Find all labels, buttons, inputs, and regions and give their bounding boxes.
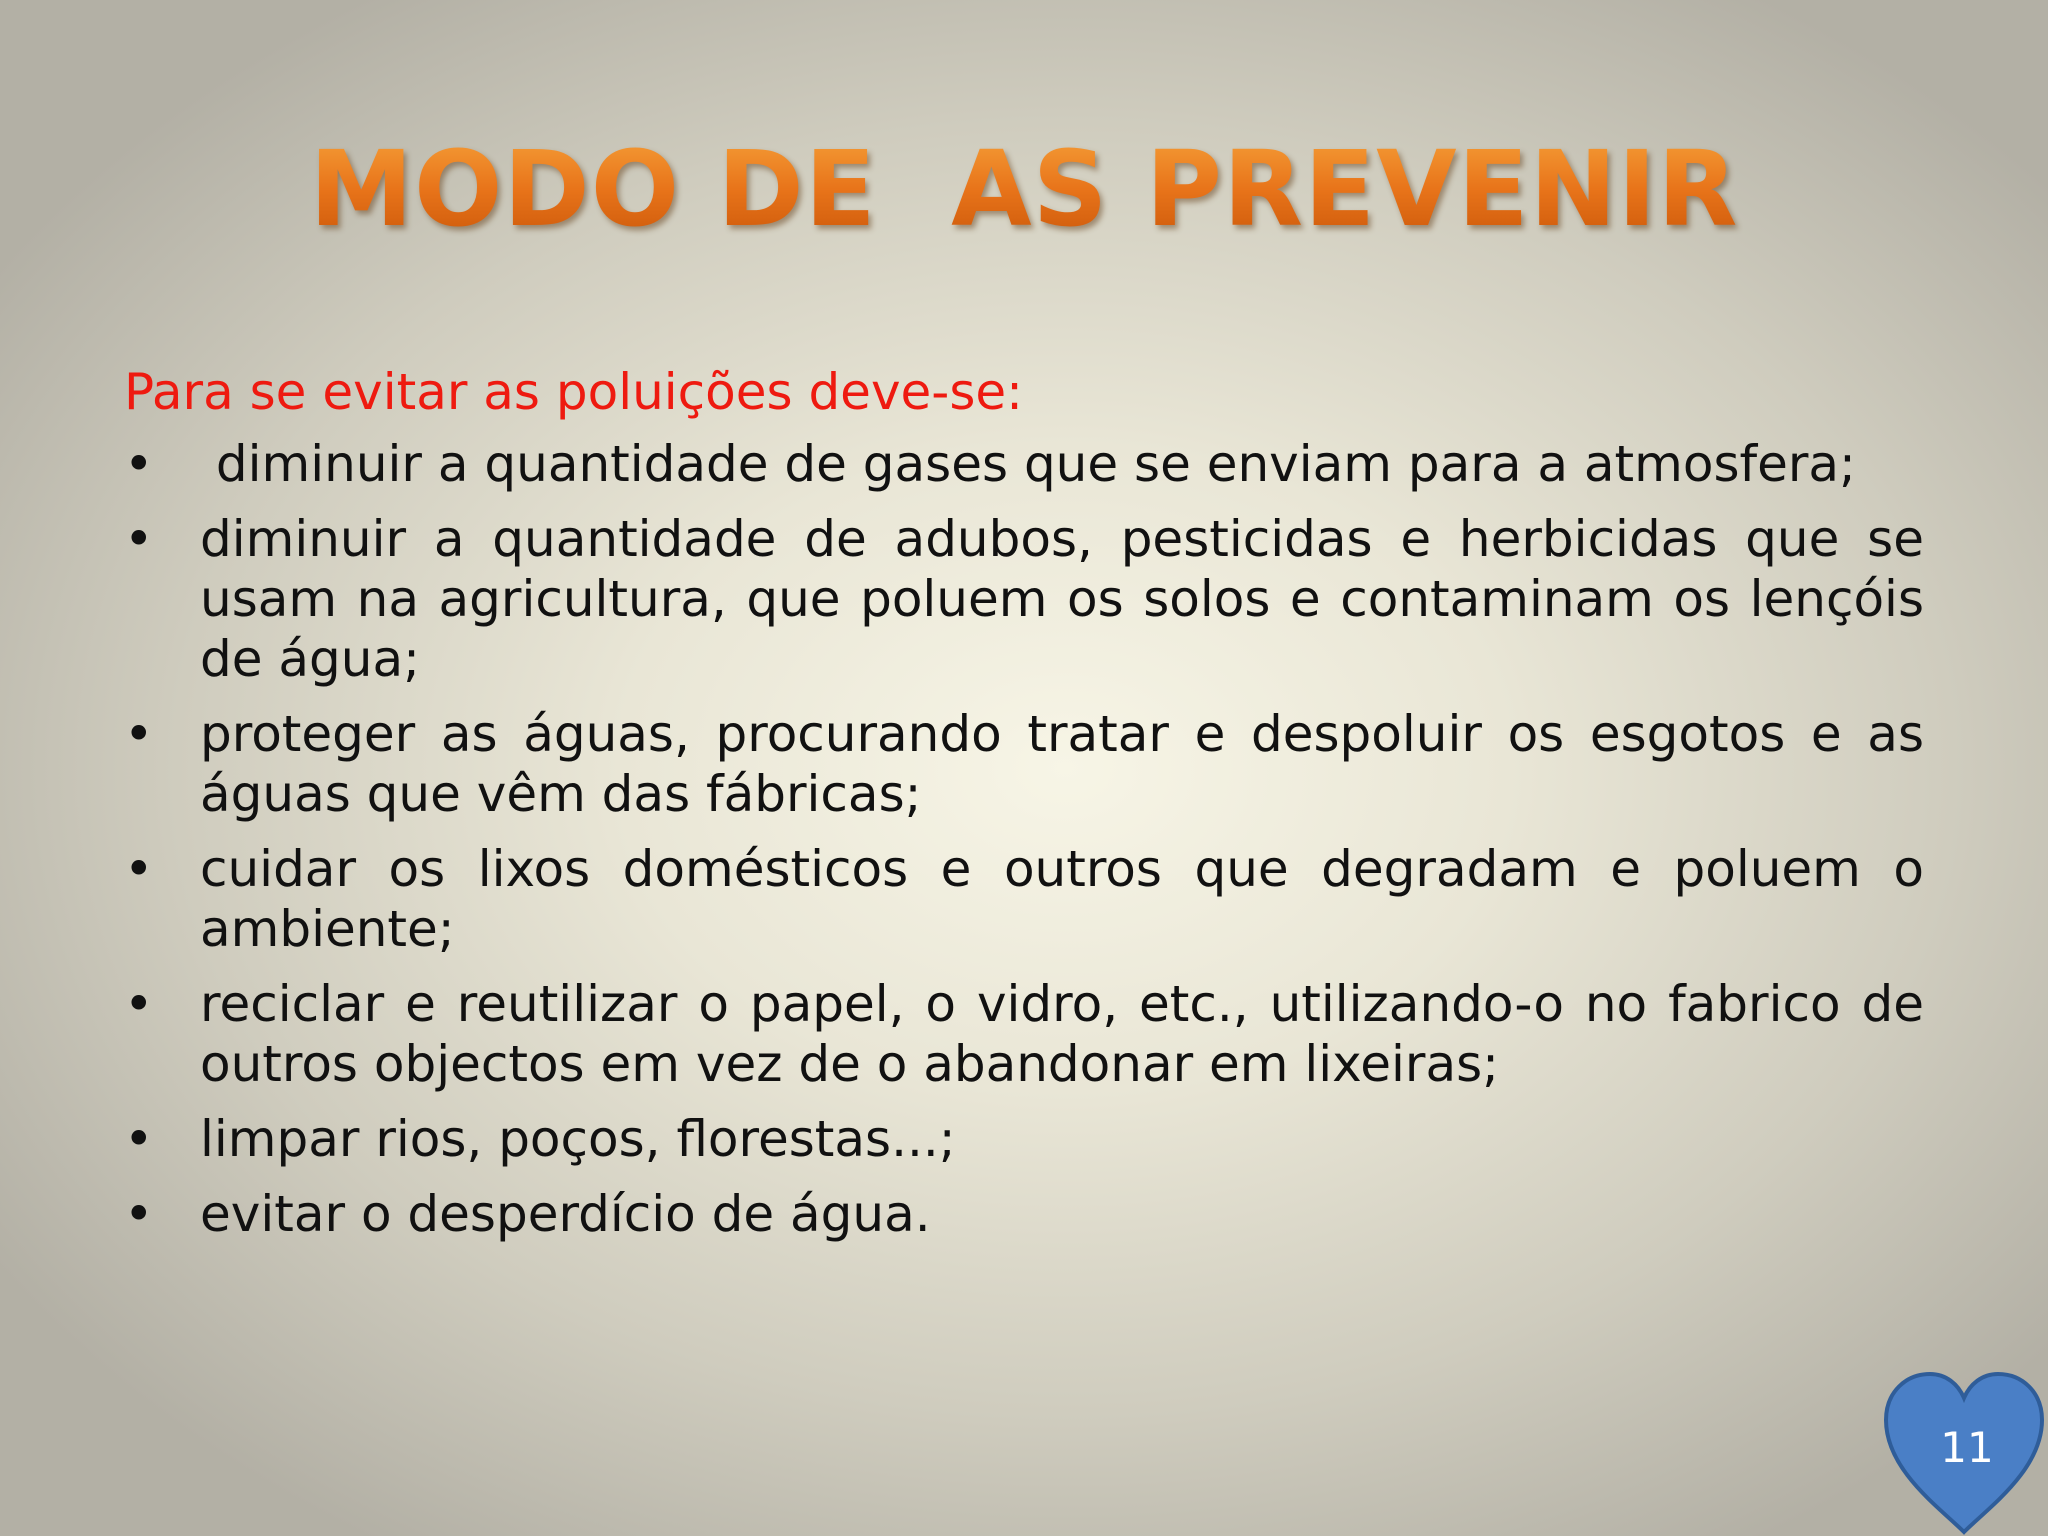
bullet-icon: • xyxy=(124,435,154,493)
bullet-icon: • xyxy=(124,510,154,568)
bullet-icon: • xyxy=(124,975,154,1033)
list-item xyxy=(124,704,1924,824)
bullet-icon: • xyxy=(124,1185,154,1243)
list-item-text: limpar rios, poços, florestas...; xyxy=(200,1110,956,1168)
slide-title: MODO DE AS PREVENIR xyxy=(0,128,2048,250)
list-item-text: proteger as águas, procurando tratar e despoluir os esgotos e as águas que vêm das fábricas; xyxy=(200,705,1924,823)
list-item-text: evitar o desperdício de água. xyxy=(200,1185,931,1243)
bullet-icon: • xyxy=(124,840,154,898)
bullet-icon: • xyxy=(124,1110,154,1168)
list-item xyxy=(124,1184,1924,1244)
list-item xyxy=(124,839,1924,959)
list-item xyxy=(124,1109,1924,1169)
bullet-list xyxy=(124,434,1924,1244)
bullet-icon: • xyxy=(124,705,154,763)
intro-text: Para se evitar as poluições deve-se: xyxy=(124,363,1023,421)
list-item xyxy=(124,974,1924,1094)
list-item xyxy=(124,434,1924,494)
slide-content xyxy=(124,362,1924,1259)
list-item-text: cuidar os lixos domésticos e outros que degradam e poluem o ambiente; xyxy=(200,840,1924,958)
list-item-text: diminuir a quantidade de adubos, pesticidas e herbicidas que se usam na agricultura, que poluem os solos e contaminam os lençóis de água; xyxy=(200,510,1924,688)
page-number: 11 xyxy=(1940,1423,1994,1472)
list-item xyxy=(124,509,1924,689)
list-item-text: reciclar e reutilizar o papel, o vidro, etc., utilizando-o no fabrico de outros objectos em vez de o abandonar em lixeiras; xyxy=(200,975,1924,1093)
list-item-text: diminuir a quantidade de gases que se enviam para a atmosfera; xyxy=(200,435,1856,493)
